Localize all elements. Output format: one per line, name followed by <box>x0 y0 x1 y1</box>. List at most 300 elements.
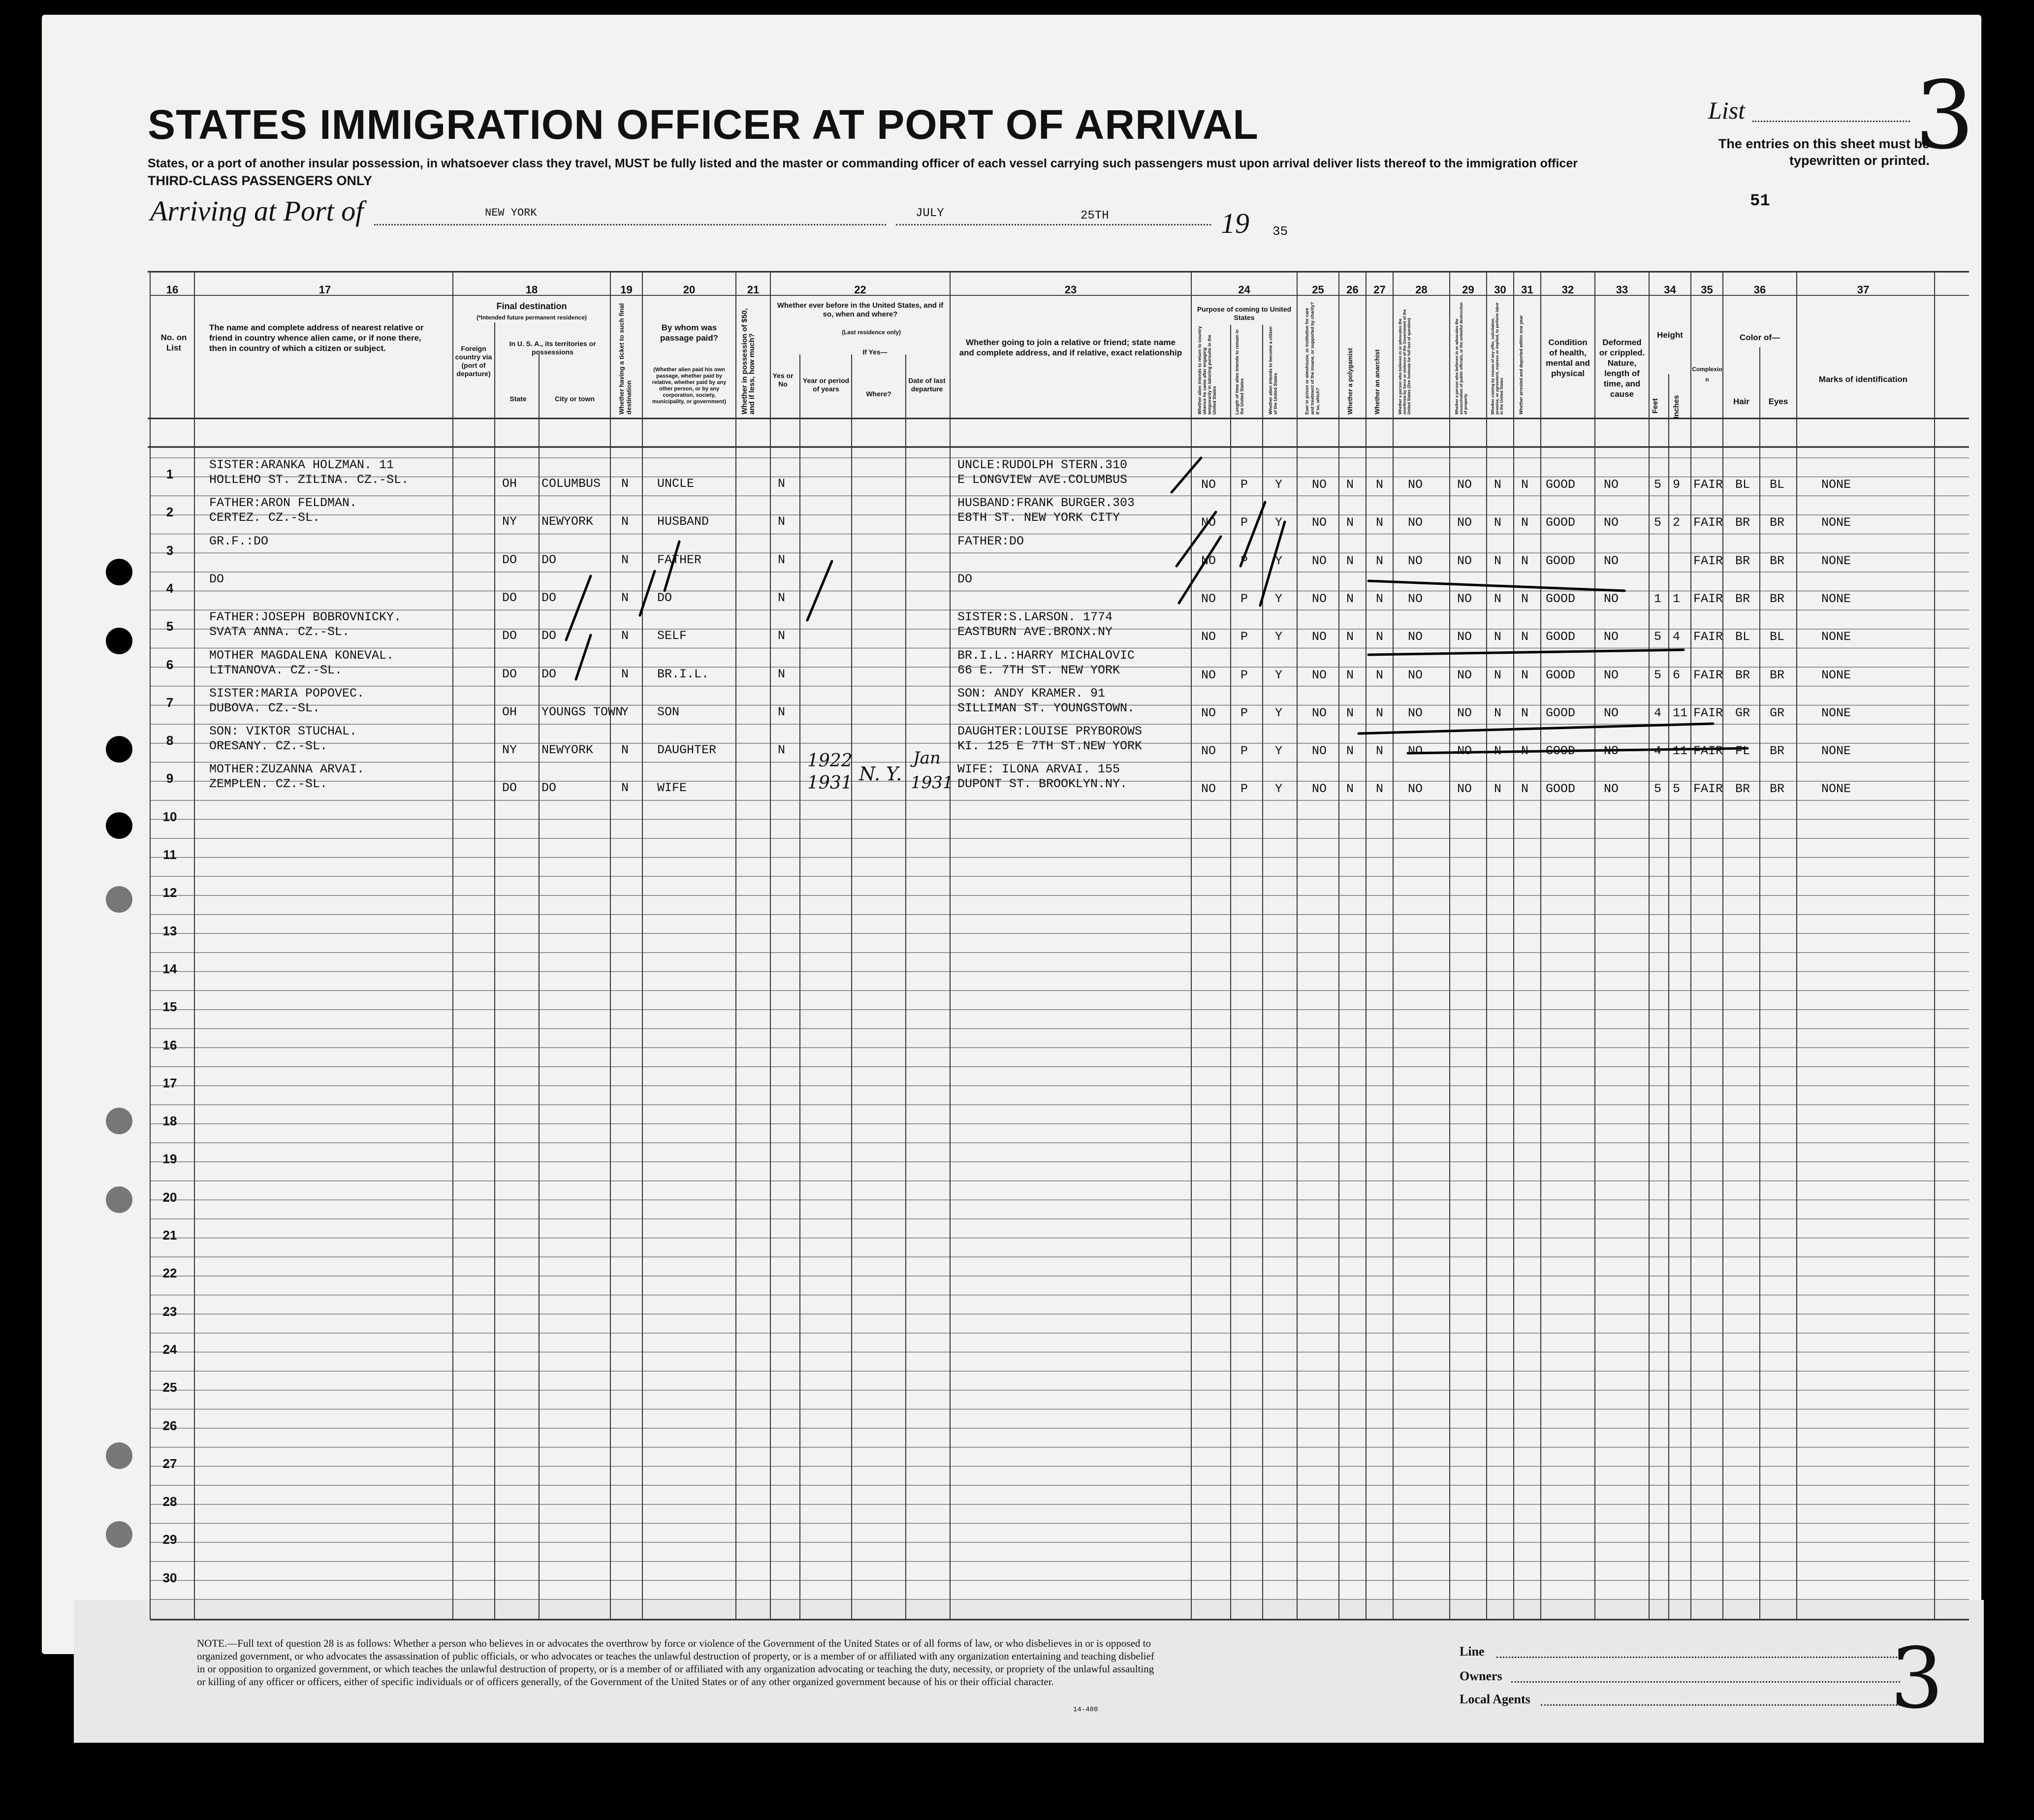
hw-year2: 1931 <box>807 773 853 793</box>
ticket-value: N <box>621 590 629 605</box>
ever-before-yes-no: N <box>778 552 786 567</box>
list-label: List <box>1708 96 1746 124</box>
header-c28: Whether a person who believes in or advocates the overthrow by force or violence of the Government of the United States (See footnote for full text of question) <box>1398 309 1411 415</box>
purpose-citizen: Y <box>1275 782 1283 797</box>
purpose-citizen: Y <box>1275 668 1283 682</box>
relative-address: CERTEZ. CZ.-SL. <box>209 511 320 525</box>
header-purpose-c: Whether alien intends to become a citizen of the United States <box>1268 326 1278 415</box>
purpose-length: P <box>1240 782 1248 797</box>
row-number: 2 <box>166 505 174 520</box>
header-purpose-b: Length of time alien intends to remain in the United States <box>1235 329 1244 415</box>
deformed-value: NO <box>1604 744 1619 759</box>
header-passage-note: (Whether alien paid his own passage, whether paid by relative, whether paid by any other person, or by any corporation, society, municipality, or government) <box>652 367 727 405</box>
anarchist-value: N <box>1376 744 1384 759</box>
passage-paid-by: SELF <box>657 629 687 643</box>
joining-address: E LONGVIEW AVE.COLUMBUS <box>957 473 1128 487</box>
colnum: 30 <box>1494 284 1506 296</box>
header-color-of: Color of— <box>1739 333 1780 342</box>
page-number: 3 <box>1890 1630 1944 1727</box>
marks-value: NONE <box>1821 630 1851 644</box>
owners-label: Owners <box>1460 1669 1502 1683</box>
joining-address: DUPONT ST. BROOKLYN.NY. <box>957 777 1128 792</box>
header-c25: Ever in prison or almshouse, or institution for care and treatment of the insane, or supported by charity? If so, which? <box>1304 302 1320 415</box>
q31-value: N <box>1521 630 1529 644</box>
colnum: 21 <box>747 284 760 296</box>
header-purpose: Purpose of coming to United States <box>1197 305 1292 321</box>
ever-before-yes-no: N <box>778 743 786 758</box>
header-relative: The name and complete address of nearest relative or friend in country whence alien came, or if none there, then in country of which a citizen or subject. <box>209 323 424 353</box>
header-ticket: Whether having a ticket to such final destination <box>618 303 633 415</box>
dest-city: DO <box>541 667 557 681</box>
row-number: 3 <box>166 543 174 558</box>
list-number: 3 <box>1915 61 1974 170</box>
month-value: JULY <box>916 207 944 220</box>
row-number: 1 <box>166 467 174 481</box>
header-ever-before: Whether ever before in the United States, and if so, when and where? <box>777 301 944 319</box>
year-prefix: 19 <box>1221 207 1249 239</box>
row-number: 23 <box>162 1304 177 1319</box>
colnum: 32 <box>1561 284 1574 296</box>
anarchist-value: N <box>1376 668 1384 682</box>
ever-before-yes-no: N <box>778 667 786 681</box>
dest-state: OH <box>502 477 517 491</box>
joining-name: DO <box>957 572 973 586</box>
purpose-length: P <box>1240 630 1248 644</box>
hair-value: BR <box>1735 515 1750 530</box>
passage-paid-by: UNCLE <box>657 477 695 491</box>
row-number: 4 <box>166 580 174 596</box>
joining-name: SISTER:S.LARSON. 1774 <box>957 610 1113 625</box>
eyes-value: BR <box>1770 782 1785 797</box>
eyes-value: GR <box>1770 705 1785 720</box>
ticket-value: N <box>621 743 629 758</box>
hw-year: 1922 <box>807 751 853 771</box>
health-value: GOOD <box>1546 591 1576 606</box>
header-foreign-country: Foreign country via (port of departure) <box>455 345 492 378</box>
header-if-yes: If Yes— <box>862 348 888 356</box>
q28-value: NO <box>1408 744 1423 759</box>
joining-address: EASTBURN AVE.BRONX.NY <box>957 625 1113 639</box>
ever-before-yes-no: N <box>778 704 786 719</box>
dest-city: DO <box>541 590 557 605</box>
header-height: Height <box>1657 330 1683 340</box>
height-inches: 2 <box>1673 515 1681 530</box>
joining-name: SON: ANDY KRAMER. 91 <box>957 686 1106 701</box>
header-possession: Whether in possession of $50, and if less, how much? <box>740 308 756 415</box>
height-feet: 5 <box>1654 515 1662 530</box>
purpose-return: NO <box>1201 553 1216 568</box>
class-line: THIRD-CLASS PASSENGERS ONLY <box>148 173 373 188</box>
row-number: 6 <box>166 657 174 672</box>
ticket-value: N <box>621 667 629 681</box>
purpose-length: P <box>1240 668 1248 682</box>
prison-value: NO <box>1312 705 1327 720</box>
port-value: NEW YORK <box>485 207 537 219</box>
joining-address: KI. 125 E 7TH ST.NEW YORK <box>957 739 1143 754</box>
height-inches: 4 <box>1673 630 1681 644</box>
hair-value: GR <box>1735 705 1750 720</box>
header-health: Condition of health, mental and physical <box>1546 338 1590 378</box>
complexion-value: FAIR <box>1693 782 1723 797</box>
relative-name: DO <box>209 572 224 586</box>
prison-value: NO <box>1312 668 1327 682</box>
ticket-value: N <box>621 477 629 491</box>
health-value: GOOD <box>1546 782 1576 797</box>
marks-value: NONE <box>1821 744 1851 759</box>
row-number: 11 <box>163 847 177 862</box>
row-number: 28 <box>162 1494 177 1509</box>
polygamist-value: N <box>1346 630 1354 644</box>
q29-value: NO <box>1457 630 1472 644</box>
header-date-departure: Date of last departure <box>908 377 946 393</box>
relative-address: SVATA ANNA. CZ.-SL. <box>209 625 350 639</box>
health-value: GOOD <box>1546 668 1576 682</box>
height-inches: 11 <box>1673 705 1688 720</box>
deformed-value: NO <box>1604 705 1619 720</box>
complexion-value: FAIR <box>1693 591 1723 606</box>
q31-value: N <box>1521 478 1529 492</box>
eyes-value: BL <box>1770 478 1785 492</box>
row-number: 20 <box>162 1189 177 1205</box>
dest-city: DO <box>541 781 557 796</box>
purpose-length: P <box>1240 515 1248 530</box>
row-number: 7 <box>166 695 174 710</box>
purpose-length: P <box>1240 744 1248 759</box>
row-number: 21 <box>162 1228 177 1243</box>
row-number: 25 <box>162 1380 177 1395</box>
dest-state: OH <box>502 704 517 719</box>
ticket-value: Y <box>621 704 629 719</box>
colnum: 37 <box>1857 284 1870 296</box>
joining-address: E8TH ST. NEW YORK CITY <box>957 511 1120 525</box>
polygamist-value: N <box>1346 591 1354 606</box>
owners-underline <box>1511 1681 1900 1683</box>
colnum: 33 <box>1616 284 1628 296</box>
header-in-usa: In U. S. A., its territories or possessions <box>509 340 596 356</box>
header-c29: Whether a person who believes in or advocates the assassination of public officials, or the unlawful destruction of property <box>1455 302 1468 415</box>
relative-name: MOTHER:ZUZANNA ARVAI. <box>209 762 365 777</box>
handwritten-mark <box>1368 581 1624 591</box>
row-number: 10 <box>162 809 177 824</box>
dest-state: DO <box>502 629 517 643</box>
q29-value: NO <box>1457 515 1472 530</box>
row-number: 26 <box>162 1418 177 1433</box>
header-where: Where? <box>866 390 891 398</box>
joining-name: WIFE: ILONA ARVAI. 155 <box>957 762 1120 777</box>
hw-where: N. Y. <box>859 763 902 785</box>
q28-value: NO <box>1408 553 1423 568</box>
anarchist-value: N <box>1376 782 1384 797</box>
header-feet: Feet <box>1651 398 1659 414</box>
complexion-value: FAIR <box>1693 668 1723 682</box>
row-number: 24 <box>162 1341 177 1357</box>
q30-value: N <box>1494 744 1502 759</box>
dest-city: NEWYORK <box>541 743 594 758</box>
arriving-label: Arriving at Port of <box>150 195 364 227</box>
eyes-value: BL <box>1770 630 1785 644</box>
header-deformed: Deformed or crippled. Nature, length of time, and cause <box>1599 338 1645 399</box>
hair-value: FL <box>1735 744 1750 759</box>
complexion-value: FAIR <box>1693 630 1723 644</box>
row-number: 27 <box>162 1456 177 1471</box>
header-c26: Whether a polygamist <box>1346 348 1354 415</box>
relative-name: MOTHER MAGDALENA KONEVAL. <box>209 648 394 663</box>
header-state: State <box>509 395 527 403</box>
complexion-value: FAIR <box>1693 744 1723 759</box>
prison-value: NO <box>1312 515 1327 530</box>
polygamist-value: N <box>1346 744 1354 759</box>
q31-value: N <box>1521 591 1529 606</box>
polygamist-value: N <box>1346 478 1354 492</box>
q28-value: NO <box>1408 515 1423 530</box>
purpose-return: NO <box>1201 782 1216 797</box>
dest-state: NY <box>502 743 517 758</box>
form-code: 14-480 <box>1073 1706 1098 1714</box>
relative-address: DUBOVA. CZ.-SL. <box>209 701 320 715</box>
deformed-value: NO <box>1604 478 1619 492</box>
height-inches: 1 <box>1673 591 1681 606</box>
dest-state: NY <box>502 514 517 529</box>
purpose-return: NO <box>1201 478 1216 492</box>
dest-city: DO <box>541 552 557 567</box>
passage-paid-by: FATHER <box>657 552 702 567</box>
height-feet: 4 <box>1654 744 1662 759</box>
complexion-value: FAIR <box>1693 553 1723 568</box>
q30-value: N <box>1494 591 1502 606</box>
row-number: 16 <box>162 1037 177 1053</box>
health-value: GOOD <box>1546 630 1576 644</box>
purpose-citizen: Y <box>1275 515 1283 530</box>
health-value: GOOD <box>1546 515 1576 530</box>
colnum: 23 <box>1064 284 1077 296</box>
header-hair: Hair <box>1733 397 1750 406</box>
purpose-return: NO <box>1201 744 1216 759</box>
header-yes-no: Yes or No <box>772 372 794 388</box>
q30-value: N <box>1494 782 1502 797</box>
handwritten-mark <box>1359 724 1713 734</box>
purpose-citizen: Y <box>1275 630 1283 644</box>
dest-state: DO <box>502 590 517 605</box>
colnum: 26 <box>1346 284 1359 296</box>
header-c31: Whether arrested and deported within one year <box>1519 315 1524 415</box>
q31-value: N <box>1521 553 1529 568</box>
hair-value: BL <box>1735 478 1750 492</box>
row-number: 8 <box>166 733 174 748</box>
passage-paid-by: WIFE <box>657 781 687 796</box>
relative-name: SISTER:ARANKA HOLZMAN. 11 <box>209 458 394 472</box>
relative-name: SISTER:MARIA POPOVEC. <box>209 686 365 701</box>
anarchist-value: N <box>1376 478 1384 492</box>
row-number: 22 <box>162 1266 177 1281</box>
colnum: 27 <box>1373 284 1386 296</box>
marks-value: NONE <box>1821 515 1851 530</box>
deformed-value: NO <box>1604 668 1619 682</box>
height-feet: 5 <box>1654 782 1662 797</box>
hw-date: Jan <box>913 748 941 768</box>
row-number: 18 <box>162 1114 177 1129</box>
height-feet: 5 <box>1654 478 1662 492</box>
q29-value: NO <box>1457 591 1472 606</box>
colnum: 35 <box>1701 284 1713 296</box>
q30-value: N <box>1494 553 1502 568</box>
joining-name: UNCLE:RUDOLPH STERN.310 <box>957 458 1128 472</box>
header-year-period: Year or period of years <box>802 377 850 393</box>
header-passage-paid: By whom was passage paid? <box>660 323 719 343</box>
polygamist-value: N <box>1346 515 1354 530</box>
ever-before-yes-no: N <box>778 514 786 529</box>
colnum: 36 <box>1753 284 1766 296</box>
colnum: 31 <box>1521 284 1533 296</box>
year-suffix: 35 <box>1272 224 1288 239</box>
header-final-destination-note: (*Intended future permanent residence) <box>476 314 587 321</box>
health-value: GOOD <box>1546 478 1576 492</box>
row-number: 29 <box>162 1532 177 1547</box>
q31-value: N <box>1521 515 1529 530</box>
header-ever-before-note: (Last residence only) <box>841 329 901 336</box>
q31-value: N <box>1521 744 1529 759</box>
purpose-return: NO <box>1201 591 1216 606</box>
row-number: 9 <box>166 771 174 786</box>
anarchist-value: N <box>1376 515 1384 530</box>
height-inches: 9 <box>1673 478 1681 492</box>
row-number: 19 <box>162 1151 177 1167</box>
purpose-length: P <box>1240 705 1248 720</box>
sheet-code: 51 <box>1750 192 1770 211</box>
eyes-value: BR <box>1770 515 1785 530</box>
joining-name: HUSBAND:FRANK BURGER.303 <box>957 496 1135 511</box>
hw-date2: 1931 <box>911 773 953 793</box>
q30-value: N <box>1494 515 1502 530</box>
deformed-value: NO <box>1604 630 1619 644</box>
q28-value: NO <box>1408 668 1423 682</box>
footnote: NOTE.—Full text of question 28 is as follows: Whether a person who believes in or advocates the overthrow by force or violence of the Government of the United States or of all forms of law, or who disbelieves in or is opposed to organized government, or who advocates the assassination of public officials, or who advocates or teaches the unlawful destruction of property, or is a member of or affiliated with any organization entertaining and teaching disbelief in or opposition to organized government, or which teaches the unlawful destruction of property, or is a member of or affiliated with any organization advocating or teaching the duty, necessity, or propriety of the unlawful assaulting or killing of any officer or officers, either of specific individuals or of officers generally, of the Government of the United States or of any other organized government because of his or their official character. <box>197 1637 1154 1688</box>
dest-city: DO <box>541 629 557 643</box>
height-feet: 5 <box>1654 630 1662 644</box>
prison-value: NO <box>1312 630 1327 644</box>
q31-value: N <box>1521 782 1529 797</box>
q28-value: NO <box>1408 705 1423 720</box>
day-value: 25TH <box>1081 209 1109 223</box>
row-number: 30 <box>162 1570 177 1585</box>
q29-value: NO <box>1457 478 1472 492</box>
marks-value: NONE <box>1821 553 1851 568</box>
ticket-value: N <box>621 514 629 529</box>
q29-value: NO <box>1457 705 1472 720</box>
header-no-on-list: No. on List <box>160 333 187 352</box>
purpose-length: P <box>1240 478 1248 492</box>
deformed-value: NO <box>1604 782 1619 797</box>
header-purpose-a: Whether alien intends to return to country whence he came after engaging temporarily in laboring pursuits in the United States <box>1197 326 1217 415</box>
joining-name: DAUGHTER:LOUISE PRYBOROWS <box>957 724 1143 739</box>
colnum: 20 <box>683 284 696 296</box>
q30-value: N <box>1494 630 1502 644</box>
marks-value: NONE <box>1821 782 1851 797</box>
height-feet: 4 <box>1654 705 1662 720</box>
eyes-value: BR <box>1770 668 1785 682</box>
page-title: STATES IMMIGRATION OFFICER AT PORT OF ARRIVAL <box>148 101 1259 148</box>
prison-value: NO <box>1312 591 1327 606</box>
header-c27: Whether an anarchist <box>1373 349 1381 415</box>
eyes-value: BR <box>1770 744 1785 759</box>
polygamist-value: N <box>1346 668 1354 682</box>
height-inches: 5 <box>1673 782 1681 797</box>
relative-name: FATHER:ARON FELDMAN. <box>209 496 357 511</box>
ticket-value: N <box>621 552 629 567</box>
passage-paid-by: HUSBAND <box>657 514 709 529</box>
purpose-citizen: Y <box>1275 705 1283 720</box>
colnum: 18 <box>525 284 538 296</box>
row-number: 14 <box>162 961 177 976</box>
colnum: 19 <box>620 284 633 296</box>
relative-address: HOLLEHO ST. ZILINA. CZ.-SL. <box>209 473 409 487</box>
polygamist-value: N <box>1346 705 1354 720</box>
passage-paid-by: BR.I.L. <box>657 667 709 681</box>
q29-value: NO <box>1457 553 1472 568</box>
relative-name: SON: VIKTOR STUCHAL. <box>209 724 357 739</box>
purpose-citizen: Y <box>1275 591 1283 606</box>
dest-city: NEWYORK <box>541 514 594 529</box>
prison-value: NO <box>1312 744 1327 759</box>
purpose-return: NO <box>1201 668 1216 682</box>
q29-value: NO <box>1457 668 1472 682</box>
prison-value: NO <box>1312 553 1327 568</box>
row-number: 13 <box>162 923 177 938</box>
health-value: GOOD <box>1546 744 1576 759</box>
height-feet: 1 <box>1654 591 1662 606</box>
deformed-value: NO <box>1604 553 1619 568</box>
ever-before-yes-no: N <box>778 477 786 491</box>
relative-address: ORESANY. CZ.-SL. <box>209 739 328 754</box>
q29-value: NO <box>1457 782 1472 797</box>
q29-value: NO <box>1457 744 1472 759</box>
q28-value: NO <box>1408 630 1423 644</box>
ticket-value: N <box>621 629 629 643</box>
complexion-value: FAIR <box>1693 515 1723 530</box>
header-joining: Whether going to join a relative or friend; state name and complete address, and if relative, exact relationship <box>959 338 1182 357</box>
health-value: GOOD <box>1546 705 1576 720</box>
deformed-value: NO <box>1604 515 1619 530</box>
dest-state: DO <box>502 667 517 681</box>
dest-city: YOUNGS TOWN <box>541 704 623 719</box>
hair-value: BR <box>1735 591 1750 606</box>
joining-address: SILLIMAN ST. YOUNGSTOWN. <box>957 701 1135 715</box>
anarchist-value: N <box>1376 591 1384 606</box>
prison-value: NO <box>1312 782 1327 797</box>
q28-value: NO <box>1408 478 1423 492</box>
height-feet: 5 <box>1654 668 1662 682</box>
q30-value: N <box>1494 668 1502 682</box>
joining-name: FATHER:DO <box>957 534 1024 548</box>
colnum: 25 <box>1312 284 1324 296</box>
q31-value: N <box>1521 668 1529 682</box>
polygamist-value: N <box>1346 782 1354 797</box>
height-inches: 6 <box>1673 668 1681 682</box>
q30-value: N <box>1494 478 1502 492</box>
hair-value: BR <box>1735 553 1750 568</box>
purpose-citizen: Y <box>1275 744 1283 759</box>
row-number: 17 <box>162 1075 177 1090</box>
handwritten-mark <box>1172 458 1201 492</box>
marks-value: NONE <box>1821 705 1851 720</box>
ever-before-yes-no: N <box>778 629 786 643</box>
anarchist-value: N <box>1376 705 1384 720</box>
passage-paid-by: DO <box>657 590 672 605</box>
row-number: 5 <box>166 619 174 634</box>
header-city: City or town <box>555 395 595 403</box>
complexion-value: FAIR <box>1693 705 1723 720</box>
purpose-return: NO <box>1201 515 1216 530</box>
header-complexion: Complexion <box>1692 366 1722 383</box>
